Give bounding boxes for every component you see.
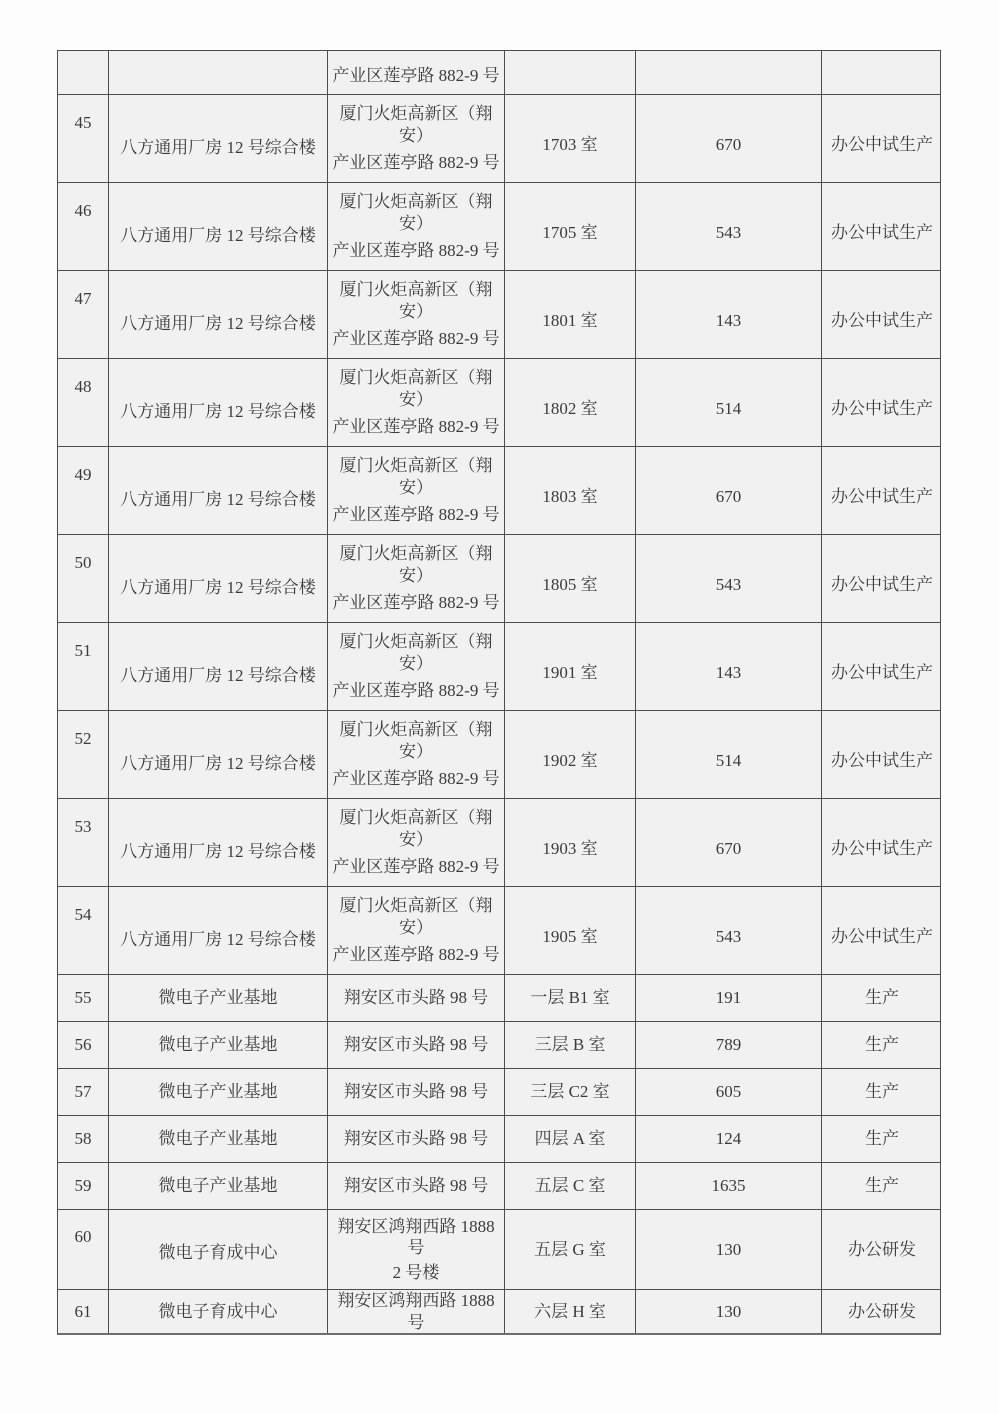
row-number-cell	[58, 1116, 108, 1162]
usage-label: 办公中试生产	[831, 223, 933, 243]
building-name-cell	[108, 95, 327, 182]
address-cell	[327, 95, 504, 182]
building-name: 八方通用厂房 12 号综合楼	[120, 401, 316, 421]
area-cell	[635, 711, 821, 798]
room-number: 六层 H 室	[534, 1301, 606, 1321]
building-name-cell	[108, 623, 327, 710]
usage-cell	[821, 359, 942, 446]
row-number: 51	[74, 641, 92, 660]
building-name: 八方通用厂房 12 号综合楼	[120, 665, 316, 685]
building-name: 微电子产业基地	[158, 1035, 278, 1055]
address-line: 厦门火炬高新区（翔安）	[339, 632, 493, 673]
area-cell	[635, 1290, 821, 1333]
address-cell	[327, 271, 504, 358]
row-number-cell	[58, 183, 108, 270]
room-number: 五层 G 室	[534, 1239, 606, 1259]
address-line: 产业区莲亭路 882-9 号	[332, 505, 500, 525]
row-number: 60	[74, 1227, 92, 1246]
row-number: 59	[74, 1176, 92, 1196]
room-number: 三层 B 室	[534, 1035, 606, 1055]
row-number-cell	[58, 1069, 108, 1115]
usage-label: 生产	[865, 1129, 899, 1149]
row-number: 52	[74, 729, 92, 748]
room-cell	[504, 1116, 635, 1162]
usage-label: 办公中试生产	[831, 135, 933, 155]
address-cell	[327, 1069, 504, 1115]
usage-cell	[821, 623, 942, 710]
usage-cell	[821, 51, 942, 94]
building-name-cell	[108, 51, 327, 94]
building-name-cell	[108, 975, 327, 1021]
room-number: 1803 室	[542, 487, 598, 507]
row-number: 48	[74, 377, 92, 396]
row-number: 53	[74, 817, 92, 836]
building-name: 微电子产业基地	[158, 1082, 278, 1102]
usage-label: 办公研发	[848, 1301, 916, 1321]
room-cell	[504, 95, 635, 182]
usage-cell	[821, 271, 942, 358]
address-cell	[327, 975, 504, 1021]
usage-cell	[821, 711, 942, 798]
building-name-cell	[108, 183, 327, 270]
building-name-cell	[108, 887, 327, 974]
address-cell	[327, 1022, 504, 1068]
room-cell	[504, 1069, 635, 1115]
area-cell	[635, 447, 821, 534]
building-name: 八方通用厂房 12 号综合楼	[120, 841, 316, 861]
area-cell	[635, 535, 821, 622]
area-value: 130	[715, 1239, 742, 1259]
address-line: 翔安区市头路 98 号	[343, 1129, 489, 1149]
address-line: 翔安区鸿翔西路 1888 号	[337, 1216, 495, 1257]
area-value: 514	[715, 751, 742, 771]
room-cell	[504, 535, 635, 622]
table-row	[58, 51, 940, 94]
usage-cell	[821, 1163, 942, 1209]
table-row	[58, 1209, 940, 1289]
area-value: 124	[715, 1129, 742, 1149]
row-number-cell	[58, 535, 108, 622]
room-cell	[504, 271, 635, 358]
address-cell	[327, 447, 504, 534]
building-name-cell	[108, 1022, 327, 1068]
row-number: 56	[74, 1035, 92, 1055]
area-value: 543	[715, 575, 742, 595]
building-name: 八方通用厂房 12 号综合楼	[120, 577, 316, 597]
room-cell	[504, 1022, 635, 1068]
row-number-cell	[58, 95, 108, 182]
address-cell	[327, 535, 504, 622]
address-line: 厦门火炬高新区（翔安）	[339, 192, 493, 233]
area-value: 543	[715, 223, 742, 243]
room-number: 三层 C2 室	[530, 1082, 610, 1102]
table-row	[58, 1068, 940, 1115]
usage-cell	[821, 535, 942, 622]
room-cell	[504, 799, 635, 886]
row-number-cell	[58, 799, 108, 886]
building-name: 八方通用厂房 12 号综合楼	[120, 225, 316, 245]
address-cell	[327, 623, 504, 710]
table-row	[58, 798, 940, 886]
room-number: 1805 室	[542, 575, 598, 595]
area-cell	[635, 1069, 821, 1115]
building-name: 八方通用厂房 12 号综合楼	[120, 489, 316, 509]
area-value: 670	[715, 135, 742, 155]
table-row	[58, 1021, 940, 1068]
usage-label: 办公中试生产	[831, 487, 933, 507]
address-line: 产业区莲亭路 882-9 号	[332, 417, 500, 437]
building-name-cell	[108, 1069, 327, 1115]
usage-cell	[821, 183, 942, 270]
table-row	[58, 534, 940, 622]
area-value: 605	[715, 1082, 742, 1102]
building-name-cell	[108, 711, 327, 798]
address-line: 产业区莲亭路 882-9 号	[332, 681, 500, 701]
room-cell	[504, 1290, 635, 1333]
usage-label: 生产	[865, 1035, 899, 1055]
building-name-cell	[108, 799, 327, 886]
address-line: 产业区莲亭路 882-9 号	[332, 65, 500, 85]
facility-table	[57, 50, 941, 1335]
building-name: 八方通用厂房 12 号综合楼	[120, 137, 316, 157]
room-number: 1703 室	[542, 135, 598, 155]
usage-label: 办公中试生产	[831, 751, 933, 771]
row-number-cell	[58, 1022, 108, 1068]
area-value: 670	[715, 487, 742, 507]
address-line: 厦门火炬高新区（翔安）	[339, 456, 493, 497]
usage-cell	[821, 1210, 942, 1289]
building-name-cell	[108, 1290, 327, 1333]
area-value: 789	[715, 1035, 742, 1055]
area-value: 670	[715, 839, 742, 859]
address-line: 厦门火炬高新区（翔安）	[339, 544, 493, 585]
row-number-cell	[58, 711, 108, 798]
row-number: 45	[74, 113, 92, 132]
building-name: 八方通用厂房 12 号综合楼	[120, 929, 316, 949]
usage-cell	[821, 799, 942, 886]
building-name: 微电子产业基地	[158, 988, 278, 1008]
row-number: 49	[74, 465, 92, 484]
building-name-cell	[108, 1163, 327, 1209]
area-cell	[635, 799, 821, 886]
address-line: 翔安区市头路 98 号	[343, 1035, 489, 1055]
address-line: 厦门火炬高新区（翔安）	[339, 896, 493, 937]
usage-label: 办公中试生产	[831, 927, 933, 947]
usage-label: 办公中试生产	[831, 663, 933, 683]
usage-cell	[821, 975, 942, 1021]
address-line: 2 号楼	[392, 1263, 440, 1282]
address-cell	[327, 51, 504, 94]
room-number: 1902 室	[542, 751, 598, 771]
row-number-cell	[58, 359, 108, 446]
table-row	[58, 886, 940, 974]
table-row	[58, 94, 940, 182]
area-cell	[635, 271, 821, 358]
area-cell	[635, 975, 821, 1021]
room-number: 1903 室	[542, 839, 598, 859]
address-cell	[327, 1210, 504, 1289]
table-row	[58, 1162, 940, 1209]
usage-cell	[821, 95, 942, 182]
address-line: 产业区莲亭路 882-9 号	[332, 593, 500, 613]
building-name: 微电子育成中心	[158, 1301, 278, 1321]
address-line: 翔安区市头路 98 号	[343, 1082, 489, 1102]
room-number: 1801 室	[542, 311, 598, 331]
address-line: 厦门火炬高新区（翔安）	[339, 104, 493, 145]
area-cell	[635, 623, 821, 710]
address-line: 厦门火炬高新区（翔安）	[339, 280, 493, 321]
address-cell	[327, 711, 504, 798]
row-number-cell	[58, 447, 108, 534]
room-cell	[504, 975, 635, 1021]
room-cell	[504, 51, 635, 94]
row-number: 55	[74, 988, 92, 1008]
room-number: 五层 C 室	[534, 1176, 606, 1196]
building-name: 八方通用厂房 12 号综合楼	[120, 313, 316, 333]
area-value: 143	[715, 311, 742, 331]
area-cell	[635, 95, 821, 182]
address-line: 翔安区鸿翔西路 1888 号	[337, 1291, 495, 1332]
room-cell	[504, 711, 635, 798]
table-row	[58, 182, 940, 270]
row-number: 54	[74, 905, 92, 924]
area-cell	[635, 887, 821, 974]
area-value: 543	[715, 927, 742, 947]
area-cell	[635, 1163, 821, 1209]
building-name-cell	[108, 1210, 327, 1289]
address-line: 厦门火炬高新区（翔安）	[339, 368, 493, 409]
row-number-cell	[58, 1290, 108, 1333]
room-number: 1705 室	[542, 223, 598, 243]
room-cell	[504, 1210, 635, 1289]
usage-label: 生产	[865, 988, 899, 1008]
table-row	[58, 270, 940, 358]
table-row	[58, 1289, 940, 1333]
row-number-cell	[58, 1210, 108, 1289]
address-line: 翔安区市头路 98 号	[343, 1176, 489, 1196]
building-name-cell	[108, 1116, 327, 1162]
building-name-cell	[108, 447, 327, 534]
address-line: 产业区莲亭路 882-9 号	[332, 857, 500, 877]
address-line: 产业区莲亭路 882-9 号	[332, 329, 500, 349]
row-number-cell	[58, 887, 108, 974]
row-number-cell	[58, 975, 108, 1021]
area-cell	[635, 1210, 821, 1289]
address-line: 产业区莲亭路 882-9 号	[332, 153, 500, 173]
area-value: 1635	[711, 1176, 746, 1196]
address-line: 厦门火炬高新区（翔安）	[339, 720, 493, 761]
usage-label: 生产	[865, 1082, 899, 1102]
usage-cell	[821, 1290, 942, 1333]
address-line: 产业区莲亭路 882-9 号	[332, 945, 500, 965]
row-number: 46	[74, 201, 92, 220]
address-cell	[327, 1290, 504, 1333]
row-number-cell	[58, 51, 108, 94]
address-cell	[327, 359, 504, 446]
usage-cell	[821, 1022, 942, 1068]
usage-cell	[821, 447, 942, 534]
table-row	[58, 1115, 940, 1162]
row-number-cell	[58, 271, 108, 358]
address-cell	[327, 887, 504, 974]
address-cell	[327, 1163, 504, 1209]
usage-cell	[821, 1116, 942, 1162]
usage-label: 办公中试生产	[831, 575, 933, 595]
area-value: 143	[715, 663, 742, 683]
row-number-cell	[58, 1163, 108, 1209]
building-name-cell	[108, 535, 327, 622]
area-cell	[635, 183, 821, 270]
room-cell	[504, 359, 635, 446]
usage-cell	[821, 887, 942, 974]
room-cell	[504, 1163, 635, 1209]
building-name: 微电子育成中心	[158, 1242, 278, 1262]
usage-label: 办公中试生产	[831, 839, 933, 859]
area-value: 514	[715, 399, 742, 419]
room-number: 一层 B1 室	[530, 988, 610, 1008]
room-number: 四层 A 室	[534, 1129, 606, 1149]
area-cell	[635, 359, 821, 446]
row-number: 57	[74, 1082, 92, 1102]
address-line: 产业区莲亭路 882-9 号	[332, 241, 500, 261]
table-row	[58, 358, 940, 446]
table-row	[58, 710, 940, 798]
usage-cell	[821, 1069, 942, 1115]
row-number: 61	[74, 1301, 92, 1321]
building-name: 微电子产业基地	[158, 1176, 278, 1196]
table-row	[58, 974, 940, 1021]
building-name-cell	[108, 359, 327, 446]
address-cell	[327, 183, 504, 270]
room-cell	[504, 183, 635, 270]
building-name: 微电子产业基地	[158, 1129, 278, 1149]
usage-label: 生产	[865, 1176, 899, 1196]
address-cell	[327, 799, 504, 886]
usage-label: 办公研发	[848, 1239, 916, 1259]
area-value: 130	[715, 1301, 742, 1321]
room-number: 1802 室	[542, 399, 598, 419]
address-line: 厦门火炬高新区（翔安）	[339, 808, 493, 849]
row-number: 58	[74, 1129, 92, 1149]
room-cell	[504, 623, 635, 710]
row-number: 47	[74, 289, 92, 308]
area-cell	[635, 1116, 821, 1162]
row-number: 50	[74, 553, 92, 572]
building-name: 八方通用厂房 12 号综合楼	[120, 753, 316, 773]
address-line: 翔安区市头路 98 号	[343, 988, 489, 1008]
room-cell	[504, 447, 635, 534]
address-cell	[327, 1116, 504, 1162]
area-value: 191	[715, 988, 742, 1008]
building-name-cell	[108, 271, 327, 358]
usage-label: 办公中试生产	[831, 311, 933, 331]
room-number: 1905 室	[542, 927, 598, 947]
room-cell	[504, 887, 635, 974]
room-number: 1901 室	[542, 663, 598, 683]
row-number-cell	[58, 623, 108, 710]
table-row	[58, 446, 940, 534]
usage-label: 办公中试生产	[831, 399, 933, 419]
address-line: 产业区莲亭路 882-9 号	[332, 769, 500, 789]
area-cell	[635, 1022, 821, 1068]
area-cell	[635, 51, 821, 94]
table-row	[58, 622, 940, 710]
